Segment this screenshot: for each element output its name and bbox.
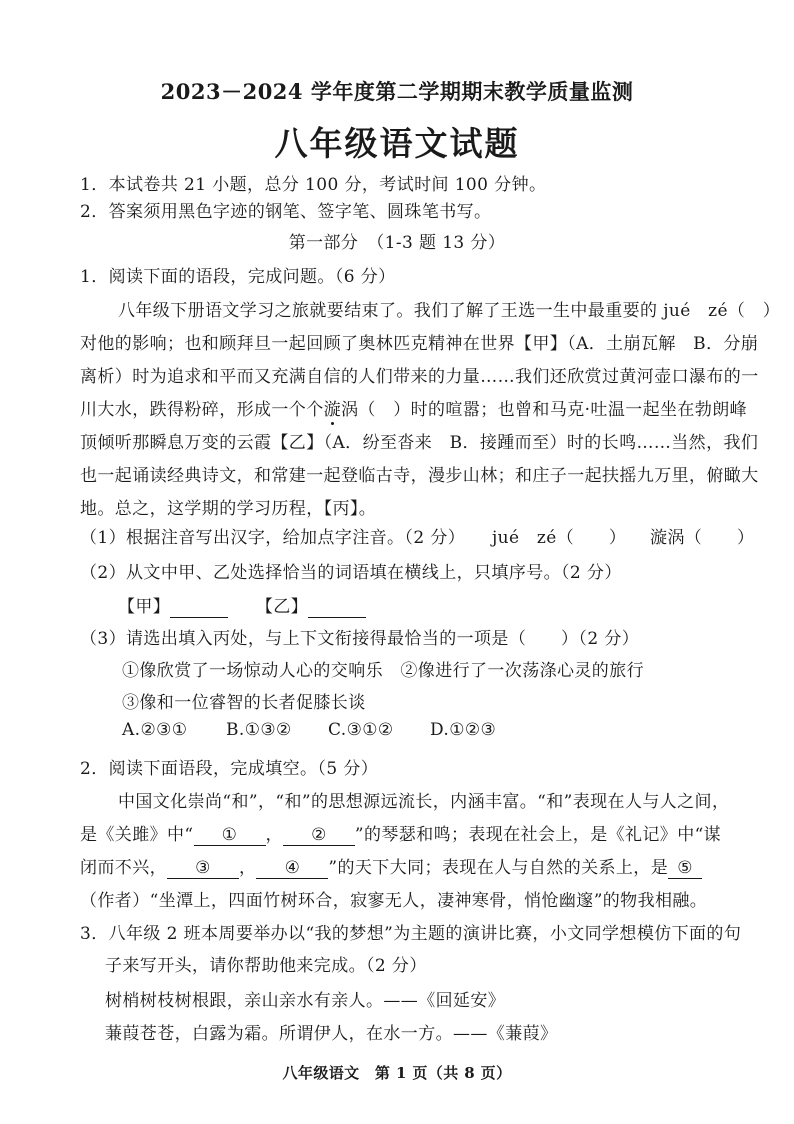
q2-line-4: （作者）“坐潭上，四面竹树环合，寂寥无人，凄神寒骨，悄怆幽邃”的物我相融。 — [80, 891, 708, 911]
q3-stem-line-1: 3．八年级 2 班本周要举办以“我的梦想”为主题的演讲比赛，小文同学想模仿下面的句 — [80, 924, 742, 944]
choice-a[interactable]: A.②③① — [122, 720, 188, 740]
q2-line-1: 中国文化崇尚“和”，“和”的思想源远流长，内涵丰富。“和”表现在人与人之间， — [118, 792, 730, 812]
q1-passage-line-1: 八年级下册语文学习之旅就要结束了。我们了解了王选一生中最重要的 jué zé（ ） — [118, 301, 781, 321]
q2-line-3-c: ”的天下大同；表现在人与自然的关系上，是 — [328, 858, 669, 878]
q2-stem: 2．阅读下面语段，完成填空。（5 分） — [80, 759, 379, 779]
exam-title: 2023－2024 学年度第二学期期末教学质量监测 — [160, 79, 634, 104]
q1-passage-line-7: 地。总之，这学期的学习历程，【丙】。 — [80, 499, 377, 519]
q3-example-1: 树梢树枝树根跟，亲山亲水有亲人。——《回延安》 — [105, 991, 506, 1011]
choice-d[interactable]: D.①②③ — [430, 720, 497, 740]
q1-stem: 1．阅读下面的语段，完成问题。（6 分） — [80, 267, 396, 287]
q2-line-2-b: ， — [265, 825, 283, 845]
q1-sub1-word: 漩涡（ ） — [650, 528, 755, 548]
blank-2[interactable]: ② — [283, 826, 355, 846]
choice-c[interactable]: C.③①② — [328, 720, 394, 740]
q2-line-2 — [80, 820, 721, 846]
blank-4[interactable]: ④ — [256, 859, 328, 879]
q1-passage-line-5: 顶倾听那瞬息万变的云霞【乙】（A．纷至沓来 B．接踵而至）时的长鸣……当然，我们 — [80, 433, 759, 453]
q3-example-2: 蒹葭苍苍，白露为霜。所谓伊人，在水一方。——《蒹葭》 — [105, 1024, 558, 1044]
q1-passage-line-4-end: （ ）时的喧嚣；也曾和马克·吐温一起坐在勃朗峰 — [358, 400, 748, 420]
q1-passage-line-4-start: 川大水，跌得粉碎，形成一个个 — [80, 400, 324, 420]
blank-5[interactable]: ⑤ — [668, 859, 702, 879]
q2-line-3-b: ， — [239, 858, 257, 878]
blank-1[interactable]: ① — [194, 826, 266, 846]
q1-passage-line-3: 离析）时为追求和平而又充满自信的人们带来的力量……我们还欣赏过黄河壶口瀑布的一 — [80, 367, 759, 387]
subject-title: 八年级语文试题 — [274, 124, 520, 163]
q2-line-3-a: 闭而不兴， — [80, 858, 167, 878]
q1-sub3-options-line-1: ①像欣赏了一场惊动人心的交响乐 ②像进行了一次荡涤心灵的旅行 — [122, 661, 644, 681]
instruction-2: 2．答案须用黑色字迹的钢笔、签字笔、圆珠笔书写。 — [80, 202, 492, 222]
q2-line-2-a: 是《关雎》中“ — [80, 825, 194, 845]
dotted-char-xuan: 漩 — [324, 395, 341, 420]
dotted-char-wo: 涡 — [341, 400, 359, 420]
q2-line-3 — [80, 853, 702, 879]
q3-stem-line-2: 子来写开头，请你帮助他来完成。（2 分） — [105, 956, 427, 976]
section-heading: 第一部分 （1-3 题 13 分） — [288, 233, 506, 253]
q1-passage-line-4 — [80, 395, 747, 420]
q1-passage-line-6: 也一起诵读经典诗文，和常建一起登临古寺，漫步山林；和庄子一起扶摇九万里，俯瞰大 — [80, 466, 759, 486]
jia-label: 【甲】 — [118, 597, 171, 617]
q1-sub3: （3）请选出填入丙处，与上下文衔接得最恰当的一项是（ ）（2 分） — [80, 629, 640, 649]
q1-passage-line-2: 对他的影响；也和顾拜旦一起回顾了奥林匹克精神在世界【甲】（A．土崩瓦解 B．分崩 — [80, 334, 759, 354]
jia-blank[interactable] — [170, 598, 228, 618]
choice-b[interactable]: B.①③② — [226, 720, 292, 740]
q1-sub1-pinyin: jué zé（ ） — [492, 528, 627, 548]
q1-sub2: （2）从文中甲、乙处选择恰当的词语填在横线上，只填序号。（2 分） — [80, 563, 622, 583]
q2-line-2-c: ”的琴瑟和鸣；表现在社会上，是《礼记》中“谋 — [354, 825, 722, 845]
q1-sub2-answers — [118, 592, 366, 618]
blank-3[interactable]: ③ — [167, 859, 239, 879]
yi-label: 【乙】 — [255, 597, 309, 617]
q1-sub1: （1）根据注音写出汉字，给加点字注音。（2 分） — [80, 528, 466, 548]
page-footer: 八年级语文 第 1 页（共 8 页） — [282, 1064, 512, 1082]
q1-sub3-options-line-2: ③像和一位睿智的长者促膝长谈 — [122, 693, 366, 713]
instruction-1: 1．本试卷共 21 小题，总分 100 分，考试时间 100 分钟。 — [80, 175, 547, 195]
yi-blank[interactable] — [308, 598, 366, 618]
